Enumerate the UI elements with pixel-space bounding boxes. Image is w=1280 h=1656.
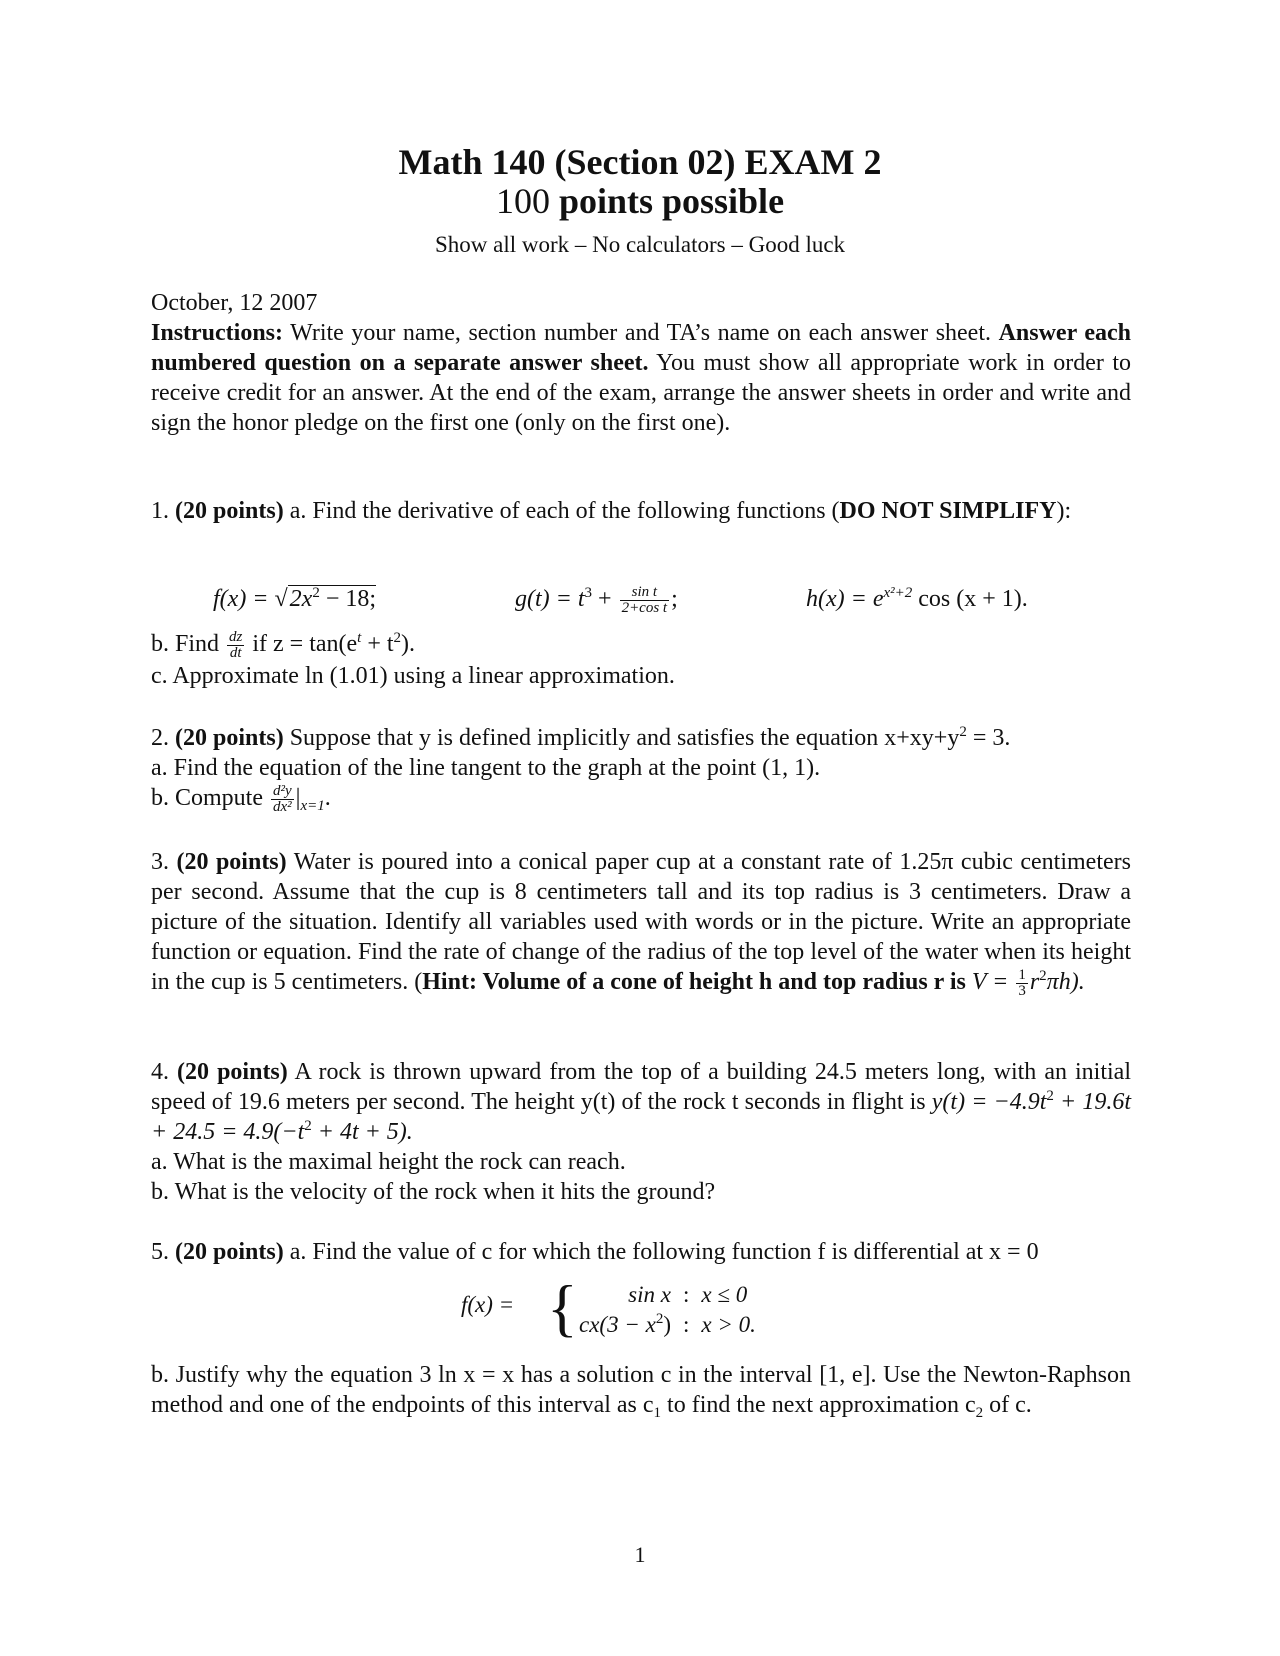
part-b-subscript-1: 1: [653, 1405, 662, 1421]
part-b-bar: |: [295, 785, 301, 811]
formula-h-exponent: x²+2: [883, 585, 913, 601]
piecewise-lhs: f(x) =: [461, 1292, 515, 1317]
hint-exponent: 2: [1039, 968, 1047, 984]
case-1-expression: sin x: [628, 1282, 671, 1307]
instructions-paragraph: [151, 318, 1131, 438]
part-b-denominator: dt: [229, 644, 242, 661]
instructions-label: Instructions:: [151, 320, 284, 346]
part-b-end: of c.: [983, 1392, 1032, 1418]
case-2-condition: x > 0.: [701, 1312, 756, 1337]
part-b-exp-2: 2: [393, 630, 402, 646]
height-equation-exp-1: 2: [1046, 1088, 1054, 1104]
question-1-part-c: c. Approximate ln (1.01) using a linear approximation.: [151, 662, 675, 689]
question-3: [151, 847, 1131, 999]
formula-h-lhs: h(x) = e: [806, 586, 884, 612]
exam-header: [0, 142, 1280, 260]
case-2-expression: [573, 1310, 677, 1340]
question-number: 4.: [151, 1059, 169, 1085]
question-number: 2.: [151, 725, 169, 751]
question-text: a. Find the derivative of each of the following functions (: [289, 498, 840, 524]
hint-fraction: [1016, 968, 1028, 999]
question-bold: DO NOT SIMPLIFY: [839, 498, 1057, 524]
question-4-part-b: b. What is the velocity of the rock when it hits the ground?: [151, 1179, 716, 1205]
question-number: 5.: [151, 1239, 169, 1265]
part-b-pre: b. Justify why the equation 3 ln x = x has a solution c in the interval [1, e]. Use the Newton-Raphson method and one of the endpoints of this interval as c: [151, 1362, 1131, 1418]
part-b-mid: to find the next approximation c: [661, 1392, 976, 1418]
exam-date: October, 12 2007: [151, 290, 318, 316]
case-1-condition: x ≤ 0: [701, 1282, 748, 1307]
exam-title: Math 140 (Section 02) EXAM 2: [398, 142, 882, 182]
height-equation-exp-2: 2: [304, 1118, 312, 1134]
question-hint: Hint: Volume of a cone of height h and top radius r is: [422, 969, 966, 995]
question-points: (20 points): [177, 1059, 288, 1085]
hint-numerator: 1: [1018, 966, 1026, 983]
question-number: 1.: [151, 498, 169, 524]
question-text: A rock is thrown upward from the top of a building 24.5 meters long, with an initial speed of 19.6 meters per second. The height y(t) of the rock t seconds in flight is: [151, 1059, 1132, 1115]
points-text: points possible: [558, 181, 785, 221]
formula-g-fraction: [620, 585, 670, 616]
hint-denominator: 3: [1018, 982, 1026, 999]
formula-g-lhs: g(t) = t: [515, 586, 585, 612]
question-2-part-a: a. Find the equation of the line tangent to the graph at the point (1, 1).: [151, 755, 821, 781]
hint-equation-post: πh).: [1046, 969, 1085, 995]
question-2-part-b: [151, 783, 1131, 815]
sqrt-symbol: √: [274, 586, 288, 612]
question-text-end: = 3.: [966, 725, 1011, 751]
case-2-exponent: 2: [655, 1311, 664, 1327]
question-points: (20 points): [175, 725, 284, 751]
question-text: Water is poured into a conical paper cup at a constant rate of 1.25π cubic centimeters per second. Assume that the cup is 8 centimeters tall and its top radius is 3 centimeters. Draw a picture of the situation. Identify all variables used with words or in the picture. Write an appropriate function or equation. Find the rate of change of the radius of the top level of the water when its height in the cup is 5 centimeters. (: [151, 849, 1131, 995]
hint-r: r: [1029, 969, 1040, 995]
case-1-separator: :: [682, 1282, 690, 1307]
question-1-part-b: [151, 629, 1131, 661]
instructions-block: [151, 288, 1131, 438]
question-points: (20 points): [175, 498, 284, 524]
part-b-numerator: d²y: [273, 782, 292, 799]
question-1-parts: [151, 629, 1131, 691]
question-text: a. Find the value of c for which the following function f is differential at x = 0: [289, 1239, 1039, 1265]
question-4-part-a: a. What is the maximal height the rock can reach.: [151, 1149, 626, 1175]
formula-g-numerator: sin t: [620, 585, 670, 601]
question-points: (20 points): [176, 849, 287, 875]
case-2-separator: :: [682, 1312, 690, 1337]
instructions-bold: Answer each numbered question on a separate answer sheet.: [151, 320, 1132, 376]
formula-g-denominator: 2+cos t: [621, 599, 668, 616]
formula-g-end: ;: [671, 586, 678, 612]
height-equation-pre: y(t) = −4.9t: [931, 1089, 1047, 1115]
question-2: [151, 723, 1131, 815]
piecewise-case-2: [573, 1310, 762, 1340]
piecewise-case-1: [573, 1280, 762, 1310]
part-b-pre: b. Find: [151, 631, 226, 657]
formula-g-plus: +: [592, 586, 618, 612]
hint-equation-pre: V =: [965, 969, 1015, 995]
part-b-numerator: dz: [229, 628, 243, 645]
question-text: Suppose that y is defined implicitly and satisfies the equation x+xy+y: [289, 725, 960, 751]
part-b-subscript: x=1: [300, 798, 325, 814]
piecewise-cases: [573, 1280, 762, 1340]
question-points: (20 points): [175, 1239, 284, 1265]
question-text-tail: ):: [1056, 498, 1072, 524]
formula-f-rest: − 18;: [319, 586, 377, 612]
question-5-part-b: [151, 1360, 1131, 1420]
instructions-text-2: You must show all appropriate work in order to receive credit for an answer. At the end of the exam, arrange the answer sheets in order and write and sign the honor pledge on the first one (only on the first one).: [151, 350, 1132, 436]
formula-h: [806, 584, 1028, 614]
question-4: [151, 1057, 1131, 1207]
question-5: [151, 1237, 1131, 1267]
part-b-post: if z = tan(e: [246, 631, 358, 657]
part-b-exp-1: t: [357, 630, 362, 646]
question-2-stem: [151, 723, 1131, 753]
formula-f-radicand: 2x: [289, 586, 313, 612]
part-b-mid: + t: [361, 631, 394, 657]
formula-f-lhs: f(x) =: [213, 586, 275, 612]
question-text-exponent: 2: [959, 724, 967, 740]
case-2-expression-post: ): [663, 1312, 671, 1337]
formula-g: [515, 584, 678, 616]
exam-subtitle: Show all work – No calculators – Good luck: [434, 232, 846, 257]
formula-g-exponent: 3: [584, 585, 593, 601]
part-b-end: ).: [401, 631, 416, 657]
part-b-end: .: [324, 785, 331, 811]
page-number: 1: [634, 1542, 646, 1567]
instructions-text-1: Write your name, section number and TA’s name on each answer sheet.: [290, 320, 992, 346]
part-b-subscript-2: 2: [975, 1405, 984, 1421]
height-equation-mid: + 19.6t + 24.5 = 4.9(−t: [151, 1089, 1131, 1145]
formula-f: [213, 584, 376, 614]
height-equation-post: + 4t + 5).: [311, 1119, 413, 1145]
case-2-expression-pre: cx(3 − x: [579, 1312, 656, 1337]
question-4-stem: [151, 1057, 1131, 1147]
formula-h-rest: cos (x + 1).: [912, 586, 1028, 612]
points-number: 100: [495, 181, 550, 221]
part-b-fraction: [271, 784, 294, 815]
part-b-denominator: dx²: [273, 798, 292, 815]
question-1: [151, 496, 1131, 526]
part-b-pre: b. Compute: [151, 785, 269, 811]
formula-f-exponent: 2: [312, 585, 320, 601]
piecewise-brace: {: [547, 1272, 578, 1343]
part-b-fraction: [227, 630, 244, 661]
piecewise-function: [461, 1272, 756, 1343]
points-possible: [0, 182, 1280, 220]
question-number: 3.: [151, 849, 169, 875]
